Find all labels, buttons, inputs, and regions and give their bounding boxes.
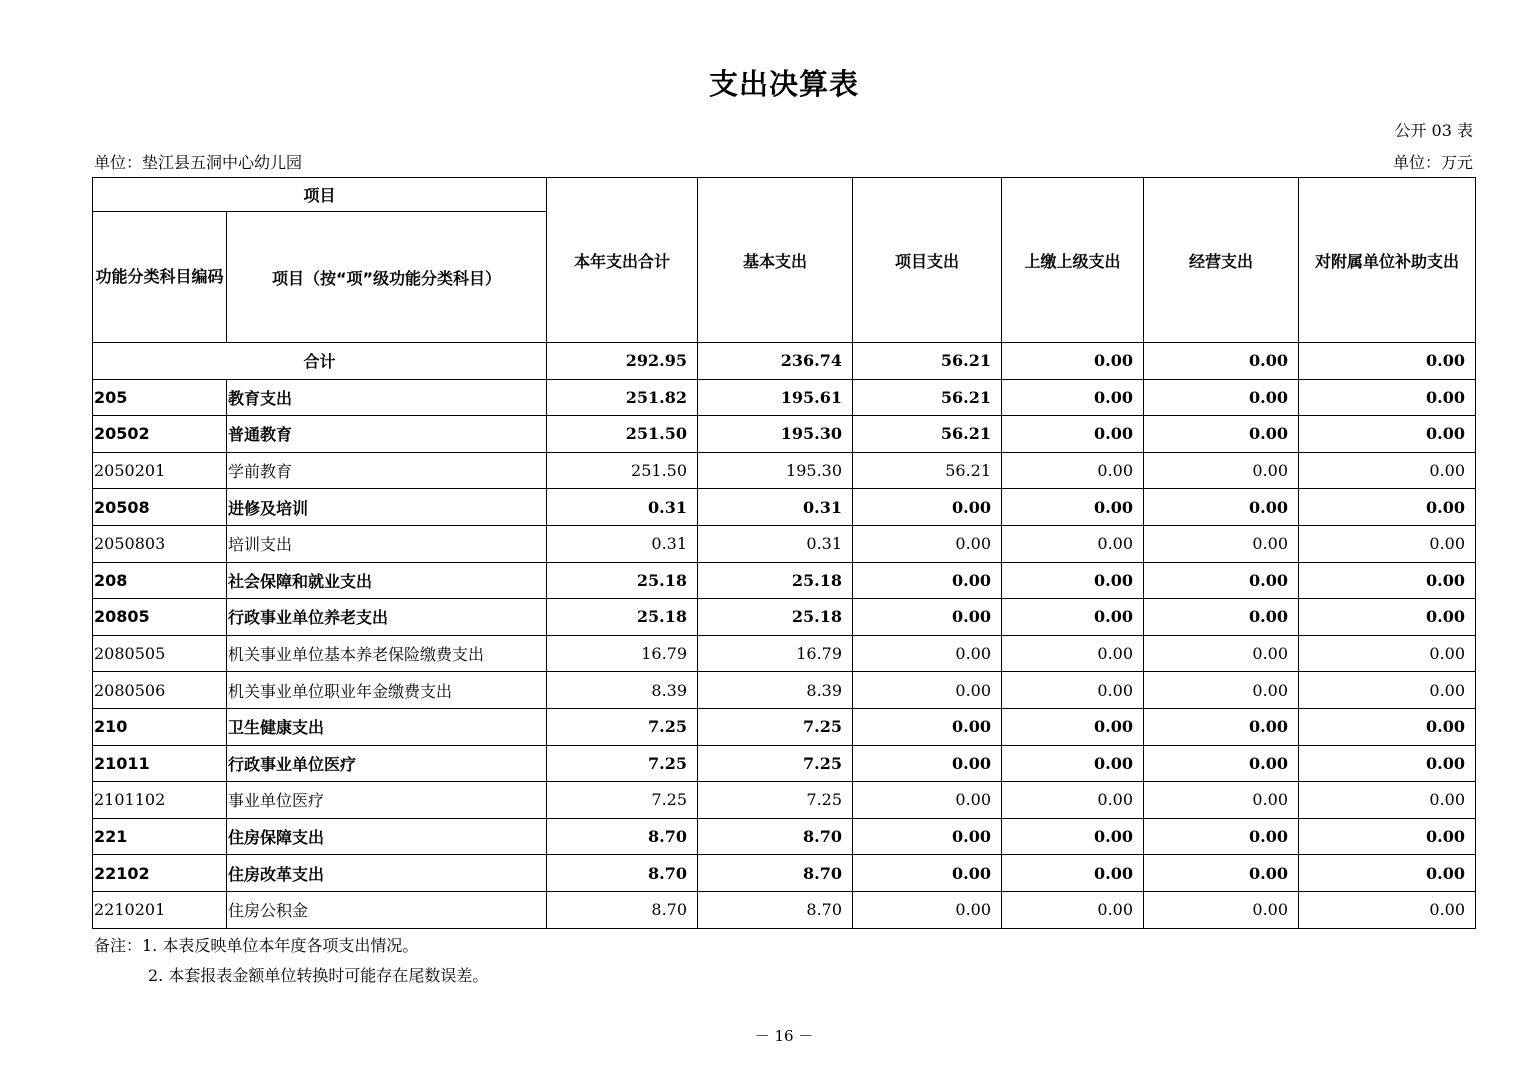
row-value: 8.39 — [698, 672, 853, 709]
row-code: 2080505 — [93, 635, 227, 672]
row-value: 8.70 — [547, 891, 698, 928]
unit-currency: 单位：万元 — [1392, 153, 1473, 172]
row-code: 208 — [93, 562, 227, 599]
row-code: 2101102 — [93, 782, 227, 819]
row-value: 0.00 — [1299, 489, 1476, 526]
row-value: 0.00 — [1299, 416, 1476, 453]
row-value: 0.00 — [1299, 525, 1476, 562]
row-code: 21011 — [93, 745, 227, 782]
row-name: 培训支出 — [227, 525, 547, 562]
row-code: 20502 — [93, 416, 227, 453]
row-name: 机关事业单位基本养老保险缴费支出 — [227, 635, 547, 672]
row-value: 0.00 — [1299, 635, 1476, 672]
row-value: 0.00 — [1002, 379, 1144, 416]
row-value: 8.39 — [547, 672, 698, 709]
header-business: 经营支出 — [1144, 178, 1299, 343]
row-name: 社会保障和就业支出 — [227, 562, 547, 599]
page-number: － 16 － — [754, 1027, 814, 1045]
note-2: 2. 本套报表金额单位转换时可能存在尾数误差。 — [148, 966, 489, 985]
header-project-expenditure: 项目支出 — [853, 178, 1002, 343]
row-value: 0.31 — [698, 489, 853, 526]
row-value: 195.30 — [698, 416, 853, 453]
header-project: 项目 — [93, 178, 547, 212]
expenditure-table — [92, 177, 1476, 929]
row-value: 0.00 — [1144, 635, 1299, 672]
row-value: 0.00 — [1299, 782, 1476, 819]
row-name: 事业单位医疗 — [227, 782, 547, 819]
table-row — [93, 452, 1476, 489]
row-name: 行政事业单位医疗 — [227, 745, 547, 782]
row-value: 0.00 — [1002, 818, 1144, 855]
header-name: 项目（按“项”级功能分类科目） — [227, 212, 547, 343]
row-value: 0.00 — [1144, 782, 1299, 819]
row-name: 学前教育 — [227, 452, 547, 489]
row-value: 0.00 — [1299, 379, 1476, 416]
table-row — [93, 745, 1476, 782]
table-row — [93, 891, 1476, 928]
table-row — [93, 379, 1476, 416]
row-value: 0.00 — [1144, 745, 1299, 782]
row-value: 56.21 — [853, 452, 1002, 489]
row-value: 0.00 — [1002, 416, 1144, 453]
row-value: 0.00 — [853, 708, 1002, 745]
form-number: 公开 03 表 — [1394, 121, 1473, 140]
row-value: 0.00 — [853, 855, 1002, 892]
row-value: 0.00 — [1002, 562, 1144, 599]
row-value: 0.00 — [853, 525, 1002, 562]
total-cell: 292.95 — [547, 343, 698, 380]
row-name: 机关事业单位职业年金缴费支出 — [227, 672, 547, 709]
row-value: 25.18 — [547, 599, 698, 636]
total-cell: 56.21 — [853, 343, 1002, 380]
total-label: 合计 — [93, 343, 547, 380]
row-name: 进修及培训 — [227, 489, 547, 526]
row-code: 20508 — [93, 489, 227, 526]
row-code: 221 — [93, 818, 227, 855]
row-value: 251.82 — [547, 379, 698, 416]
table-row — [93, 672, 1476, 709]
row-value: 195.61 — [698, 379, 853, 416]
row-value: 8.70 — [698, 855, 853, 892]
total-row — [93, 343, 1476, 380]
row-value: 56.21 — [853, 416, 1002, 453]
row-value: 0.00 — [1002, 489, 1144, 526]
row-value: 0.31 — [547, 525, 698, 562]
row-value: 0.00 — [853, 782, 1002, 819]
row-value: 0.00 — [1144, 891, 1299, 928]
table-row — [93, 416, 1476, 453]
row-value: 0.00 — [1299, 672, 1476, 709]
row-value: 0.00 — [1299, 818, 1476, 855]
table-row — [93, 855, 1476, 892]
row-value: 0.00 — [1299, 599, 1476, 636]
row-value: 0.00 — [1002, 525, 1144, 562]
row-value: 0.00 — [1144, 672, 1299, 709]
row-value: 0.00 — [853, 745, 1002, 782]
table-row — [93, 489, 1476, 526]
row-value: 0.00 — [1144, 562, 1299, 599]
table-row — [93, 635, 1476, 672]
row-value: 0.00 — [1299, 562, 1476, 599]
row-value: 8.70 — [547, 855, 698, 892]
note-1: 备注：1. 本表反映单位本年度各项支出情况。 — [94, 936, 419, 955]
header-basic: 基本支出 — [698, 178, 853, 343]
table-row — [93, 599, 1476, 636]
row-value: 0.00 — [1299, 745, 1476, 782]
row-value: 0.00 — [853, 599, 1002, 636]
row-name: 住房公积金 — [227, 891, 547, 928]
row-code: 2210201 — [93, 891, 227, 928]
row-code: 22102 — [93, 855, 227, 892]
table-row — [93, 562, 1476, 599]
row-value: 0.00 — [1299, 855, 1476, 892]
row-value: 0.00 — [1002, 599, 1144, 636]
row-value: 7.25 — [547, 708, 698, 745]
row-value: 0.00 — [1144, 525, 1299, 562]
row-value: 0.00 — [853, 489, 1002, 526]
row-value: 8.70 — [547, 818, 698, 855]
row-code: 210 — [93, 708, 227, 745]
row-value: 0.31 — [547, 489, 698, 526]
row-value: 0.00 — [1299, 708, 1476, 745]
row-value: 25.18 — [698, 599, 853, 636]
row-value: 0.00 — [1002, 708, 1144, 745]
row-value: 0.00 — [1144, 708, 1299, 745]
row-value: 0.00 — [1002, 891, 1144, 928]
row-name: 教育支出 — [227, 379, 547, 416]
row-value: 0.00 — [1002, 745, 1144, 782]
row-value: 56.21 — [853, 379, 1002, 416]
row-value: 0.00 — [853, 818, 1002, 855]
header-superior: 上缴上级支出 — [1002, 178, 1144, 343]
row-code: 2050803 — [93, 525, 227, 562]
row-name: 普通教育 — [227, 416, 547, 453]
header-subsidiary: 对附属单位补助支出 — [1299, 178, 1476, 343]
page-title: 支出决算表 — [708, 67, 859, 101]
row-value: 7.25 — [698, 745, 853, 782]
unit-organization: 单位：垫江县五洞中心幼儿园 — [94, 153, 303, 172]
row-code: 20805 — [93, 599, 227, 636]
row-value: 0.00 — [853, 562, 1002, 599]
row-value: 0.00 — [1144, 416, 1299, 453]
row-value: 0.00 — [1002, 855, 1144, 892]
row-name: 住房改革支出 — [227, 855, 547, 892]
row-value: 0.00 — [1002, 672, 1144, 709]
row-value: 0.00 — [853, 635, 1002, 672]
row-name: 卫生健康支出 — [227, 708, 547, 745]
row-value: 0.00 — [1144, 818, 1299, 855]
total-cell: 0.00 — [1144, 343, 1299, 380]
row-value: 0.00 — [853, 891, 1002, 928]
row-value: 0.00 — [1002, 635, 1144, 672]
row-name: 行政事业单位养老支出 — [227, 599, 547, 636]
row-value: 8.70 — [698, 891, 853, 928]
row-value: 7.25 — [547, 745, 698, 782]
total-cell: 0.00 — [1002, 343, 1144, 380]
row-code: 205 — [93, 379, 227, 416]
row-value: 7.25 — [698, 708, 853, 745]
row-code: 2080506 — [93, 672, 227, 709]
row-value: 8.70 — [698, 818, 853, 855]
row-value: 0.31 — [698, 525, 853, 562]
table-row — [93, 818, 1476, 855]
row-value: 0.00 — [1002, 782, 1144, 819]
row-value: 0.00 — [1299, 452, 1476, 489]
row-value: 7.25 — [698, 782, 853, 819]
row-value: 16.79 — [698, 635, 853, 672]
row-value: 25.18 — [698, 562, 853, 599]
row-value: 7.25 — [547, 782, 698, 819]
row-value: 0.00 — [1002, 452, 1144, 489]
row-value: 251.50 — [547, 416, 698, 453]
row-name: 住房保障支出 — [227, 818, 547, 855]
row-value: 25.18 — [547, 562, 698, 599]
row-value: 0.00 — [1144, 489, 1299, 526]
total-cell: 0.00 — [1299, 343, 1476, 380]
row-value: 16.79 — [547, 635, 698, 672]
row-value: 0.00 — [853, 672, 1002, 709]
row-code: 2050201 — [93, 452, 227, 489]
row-value: 0.00 — [1299, 891, 1476, 928]
row-value: 195.30 — [698, 452, 853, 489]
row-value: 0.00 — [1144, 599, 1299, 636]
total-cell: 236.74 — [698, 343, 853, 380]
row-value: 0.00 — [1144, 452, 1299, 489]
header-code: 功能分类科目编码 — [93, 212, 227, 343]
row-value: 0.00 — [1144, 855, 1299, 892]
row-value: 251.50 — [547, 452, 698, 489]
table-row — [93, 782, 1476, 819]
table-row — [93, 525, 1476, 562]
header-total: 本年支出合计 — [547, 178, 698, 343]
row-value: 0.00 — [1144, 379, 1299, 416]
table-row — [93, 708, 1476, 745]
